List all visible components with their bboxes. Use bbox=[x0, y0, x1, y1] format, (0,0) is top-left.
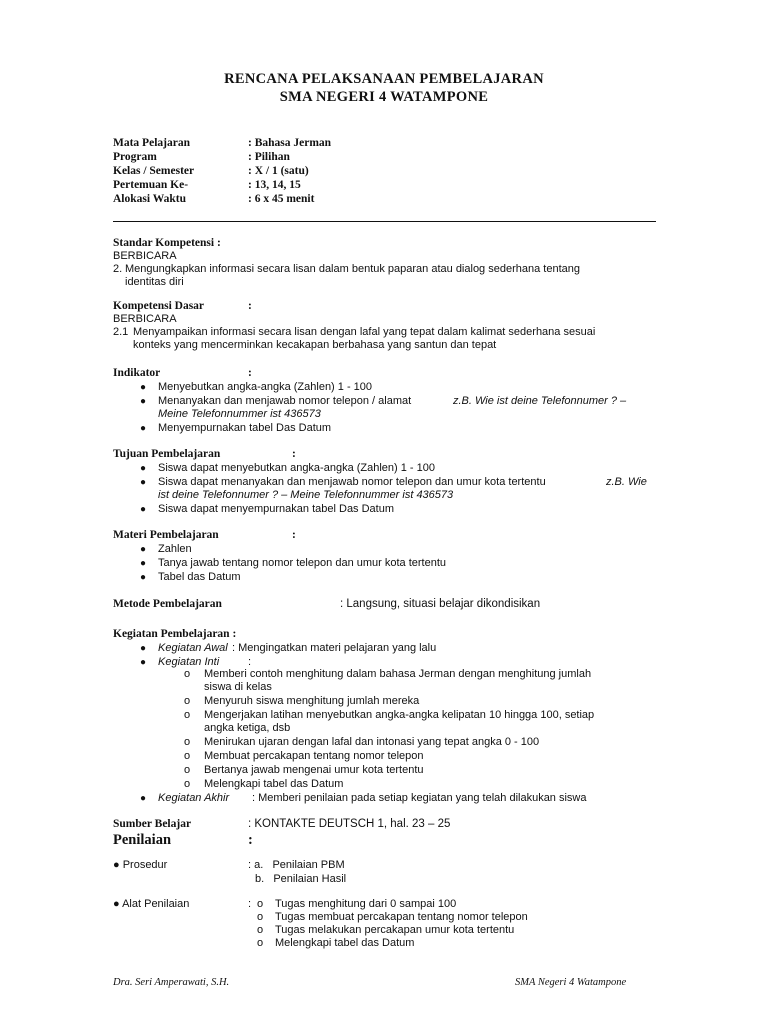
kegiatan-inti-item-cont: siswa di kelas bbox=[204, 681, 272, 693]
tujuan-item: Siswa dapat menyebutkan angka-angka (Zahlen) 1 - 100 bbox=[158, 462, 436, 474]
standar-text-cont: identitas diri bbox=[125, 276, 184, 288]
indikator-example-cont: Meine Telefonnummer ist 436573 bbox=[158, 408, 321, 420]
circle-bullet-icon: o bbox=[184, 695, 191, 707]
footer-school: SMA Negeri 4 Watampone bbox=[515, 977, 627, 988]
circle-bullet-icon: o bbox=[184, 736, 191, 748]
kegiatan-inti-label: Kegiatan Inti bbox=[158, 656, 220, 668]
bullet-icon: ● bbox=[140, 558, 147, 569]
indikator-colon: : bbox=[248, 367, 252, 379]
bullet-icon: ● bbox=[140, 463, 147, 474]
prosedur-label: ● Prosedur bbox=[113, 859, 168, 871]
kegiatan-akhir-label: Kegiatan Akhir bbox=[158, 792, 230, 804]
kegiatan-akhir-text: : Memberi penilaian pada setiap kegiatan yang telah dilakukan siswa bbox=[252, 792, 587, 804]
metode-heading: Metode Pembelajaran bbox=[113, 598, 222, 610]
bullet-icon: ● bbox=[140, 572, 147, 583]
circle-bullet-icon: o bbox=[184, 709, 191, 721]
bullet-icon: ● bbox=[140, 643, 147, 654]
bullet-icon: ● bbox=[140, 504, 147, 515]
materi-heading: Materi Pembelajaran bbox=[113, 529, 219, 541]
kompetensi-heading: Kompetensi Dasar bbox=[113, 300, 205, 312]
penilaian-heading: Penilaian bbox=[113, 832, 172, 848]
tujuan-heading: Tujuan Pembelajaran bbox=[113, 448, 221, 460]
circle-bullet-icon: o bbox=[184, 778, 191, 790]
circle-bullet-icon: o bbox=[257, 924, 264, 936]
materi-item: Tanya jawab tentang nomor telepon dan umur kota tertentu bbox=[158, 557, 447, 569]
prosedur-item: : a. Penilaian PBM bbox=[248, 859, 345, 871]
kompetensi-colon: : bbox=[248, 300, 252, 312]
bullet-icon: ● bbox=[140, 793, 147, 804]
kegiatan-heading: Kegiatan Pembelajaran : bbox=[113, 628, 237, 640]
indikator-item: Menyempurnakan tabel Das Datum bbox=[158, 422, 332, 434]
alat-label: ● Alat Penilaian bbox=[113, 898, 190, 910]
bullet-icon: ● bbox=[140, 423, 147, 434]
bullet-icon: ● bbox=[140, 544, 147, 555]
kegiatan-inti-item: Memberi contoh menghitung dalam bahasa Jerman dengan menghitung jumlah bbox=[204, 668, 592, 680]
kegiatan-inti-item: Membuat percakapan tentang nomor telepon bbox=[204, 750, 424, 762]
identity-value: : 13, 14, 15 bbox=[248, 179, 301, 191]
standar-number: 2. bbox=[113, 263, 123, 275]
alat-item: Melengkapi tabel das Datum bbox=[275, 937, 415, 949]
standar-sub: BERBICARA bbox=[113, 250, 177, 262]
kompetensi-text-cont: konteks yang mencerminkan kecakapan berbahasa yang santun dan tepat bbox=[133, 339, 497, 351]
indikator-heading: Indikator bbox=[113, 367, 161, 379]
materi-colon: : bbox=[292, 529, 296, 541]
circle-bullet-icon: o bbox=[257, 937, 264, 949]
alat-colon: : bbox=[248, 898, 252, 910]
document-title: RENCANA PELAKSANAAN PEMBELAJARAN bbox=[224, 71, 544, 87]
sumber-value: : KONTAKTE DEUTSCH 1, hal. 23 – 25 bbox=[248, 818, 451, 830]
identity-label: Program bbox=[113, 151, 157, 163]
sumber-heading: Sumber Belajar bbox=[113, 818, 192, 830]
identity-value: : Bahasa Jerman bbox=[248, 137, 332, 149]
tujuan-example-cont: ist deine Telefonnumer ? – Meine Telefonnummer ist 436573 bbox=[158, 489, 454, 501]
kegiatan-inti-colon: : bbox=[248, 656, 252, 668]
materi-item: Zahlen bbox=[158, 543, 192, 555]
bullet-icon: ● bbox=[140, 657, 147, 668]
kegiatan-awal-label: Kegiatan Awal bbox=[158, 642, 228, 654]
tujuan-item: Siswa dapat menanyakan dan menjawab nomor telepon dan umur kota tertentu bbox=[158, 476, 546, 488]
standar-text: Mengungkapkan informasi secara lisan dalam bentuk paparan atau dialog sederhana tentang bbox=[125, 263, 580, 275]
identity-value: : Pilihan bbox=[248, 151, 290, 163]
prosedur-item: b. Penilaian Hasil bbox=[255, 873, 347, 885]
tujuan-item: Siswa dapat menyempurnakan tabel Das Datum bbox=[158, 503, 395, 515]
alat-item: Tugas melakukan percakapan umur kota tertentu bbox=[275, 924, 515, 936]
tujuan-example: z.B. Wie bbox=[606, 476, 647, 488]
identity-label: Pertemuan Ke- bbox=[113, 179, 189, 191]
circle-bullet-icon: o bbox=[257, 898, 264, 910]
kegiatan-awal-text: : Mengingatkan materi pelajaran yang lalu bbox=[232, 642, 437, 654]
kompetensi-number: 2.1 bbox=[113, 326, 129, 338]
circle-bullet-icon: o bbox=[184, 668, 191, 680]
alat-item: Tugas menghitung dari 0 sampai 100 bbox=[275, 898, 457, 910]
kompetensi-sub: BERBICARA bbox=[113, 313, 177, 325]
standar-heading: Standar Kompetensi : bbox=[113, 237, 221, 249]
identity-value: : X / 1 (satu) bbox=[248, 165, 309, 177]
identity-value: : 6 x 45 menit bbox=[248, 193, 315, 205]
indikator-item: Menanyakan dan menjawab nomor telepon / alamat bbox=[158, 395, 412, 407]
metode-value: : Langsung, situasi belajar dikondisikan bbox=[340, 598, 541, 610]
identity-label: Kelas / Semester bbox=[113, 165, 195, 177]
tujuan-colon: : bbox=[292, 448, 296, 460]
circle-bullet-icon: o bbox=[184, 750, 191, 762]
kompetensi-text: Menyampaikan informasi secara lisan dengan lafal yang tepat dalam kalimat sederhana sesuai bbox=[133, 326, 596, 338]
indikator-example: z.B. Wie ist deine Telefonnumer ? – bbox=[453, 395, 627, 407]
materi-item: Tabel das Datum bbox=[158, 571, 241, 583]
kegiatan-inti-item: Mengerjakan latihan menyebutkan angka-angka kelipatan 10 hingga 100, setiap bbox=[204, 709, 595, 721]
footer-author: Dra. Seri Amperawati, S.H. bbox=[113, 977, 230, 988]
kegiatan-inti-item: Bertanya jawab mengenai umur kota tertentu bbox=[204, 764, 424, 776]
kegiatan-inti-item-cont: angka ketiga, dsb bbox=[204, 722, 291, 734]
bullet-icon: ● bbox=[140, 396, 147, 407]
kegiatan-inti-item: Menirukan ujaran dengan lafal dan intonasi yang tepat angka 0 - 100 bbox=[204, 736, 540, 748]
circle-bullet-icon: o bbox=[184, 764, 191, 776]
school-name: SMA NEGERI 4 WATAMPONE bbox=[279, 89, 489, 105]
kegiatan-inti-item: Menyuruh siswa menghitung jumlah mereka bbox=[204, 695, 420, 707]
identity-label: Alokasi Waktu bbox=[113, 193, 186, 205]
bullet-icon: ● bbox=[140, 382, 147, 393]
circle-bullet-icon: o bbox=[257, 911, 264, 923]
bullet-icon: ● bbox=[140, 477, 147, 488]
indikator-item: Menyebutkan angka-angka (Zahlen) 1 - 100 bbox=[158, 381, 373, 393]
identity-label: Mata Pelajaran bbox=[113, 137, 190, 149]
penilaian-colon: : bbox=[248, 832, 253, 848]
divider bbox=[113, 221, 656, 222]
kegiatan-inti-item: Melengkapi tabel das Datum bbox=[204, 778, 344, 790]
alat-item: Tugas membuat percakapan tentang nomor telepon bbox=[275, 911, 528, 923]
